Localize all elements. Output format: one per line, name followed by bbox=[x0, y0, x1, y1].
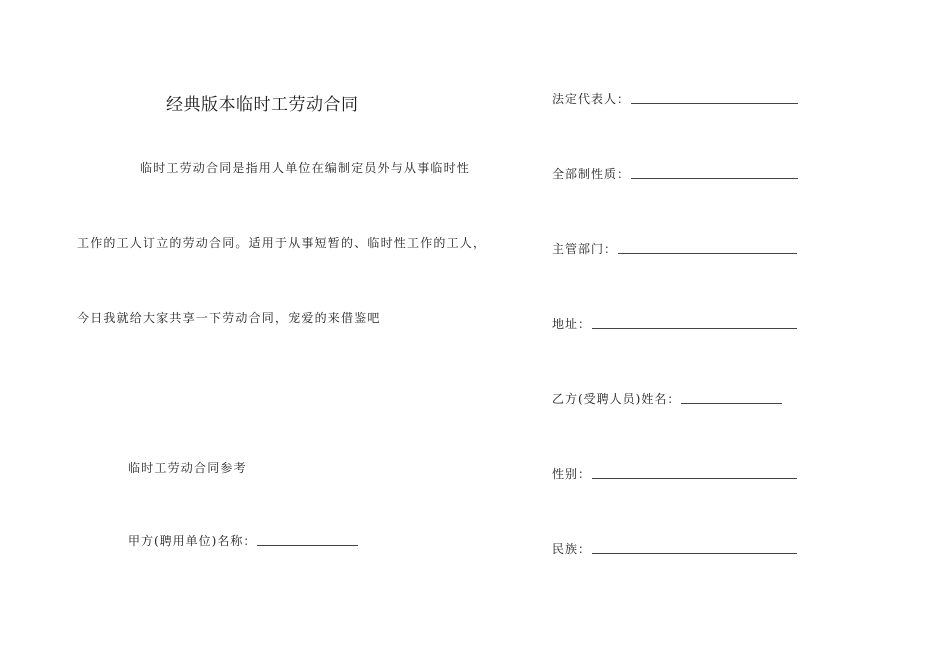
document-title: 经典版本临时工劳动合同 bbox=[166, 95, 359, 115]
legal-rep-blank[interactable] bbox=[631, 102, 798, 104]
party-b-name-field bbox=[552, 392, 782, 406]
gender-field bbox=[552, 467, 797, 481]
ownership-field bbox=[552, 167, 798, 181]
ethnicity-blank[interactable] bbox=[592, 552, 797, 554]
address-field bbox=[552, 317, 797, 331]
ownership-label: 全部制性质： bbox=[552, 167, 631, 181]
department-field bbox=[552, 242, 797, 256]
address-blank[interactable] bbox=[592, 327, 797, 329]
intro-line-1: 临时工劳动合同是指用人单位在编制定员外与从事临时性 bbox=[140, 161, 471, 175]
gender-blank[interactable] bbox=[592, 477, 797, 479]
legal-rep-field bbox=[552, 92, 798, 106]
party-a-name-blank[interactable] bbox=[257, 544, 358, 546]
ownership-blank[interactable] bbox=[631, 177, 798, 179]
legal-rep-label: 法定代表人： bbox=[552, 92, 631, 106]
intro-line-2: 工作的工人订立的劳动合同。适用于从事短暂的、临时性工作的工人， bbox=[77, 236, 487, 250]
department-blank[interactable] bbox=[618, 252, 797, 254]
ethnicity-field bbox=[552, 542, 797, 556]
ethnicity-label: 民族： bbox=[552, 542, 592, 556]
party-a-name-label: 甲方(聘用单位)名称： bbox=[128, 534, 257, 548]
reference-heading: 临时工劳动合同参考 bbox=[128, 461, 247, 475]
party-b-name-label: 乙方(受聘人员)姓名： bbox=[552, 392, 681, 406]
intro-line-3: 今日我就给大家共享一下劳动合同，宠爱的来借鉴吧 bbox=[77, 311, 381, 325]
address-label: 地址： bbox=[552, 317, 592, 331]
department-label: 主管部门： bbox=[552, 242, 618, 256]
party-b-name-blank[interactable] bbox=[681, 402, 782, 404]
gender-label: 性别： bbox=[552, 467, 592, 481]
party-a-name-field bbox=[128, 534, 358, 548]
